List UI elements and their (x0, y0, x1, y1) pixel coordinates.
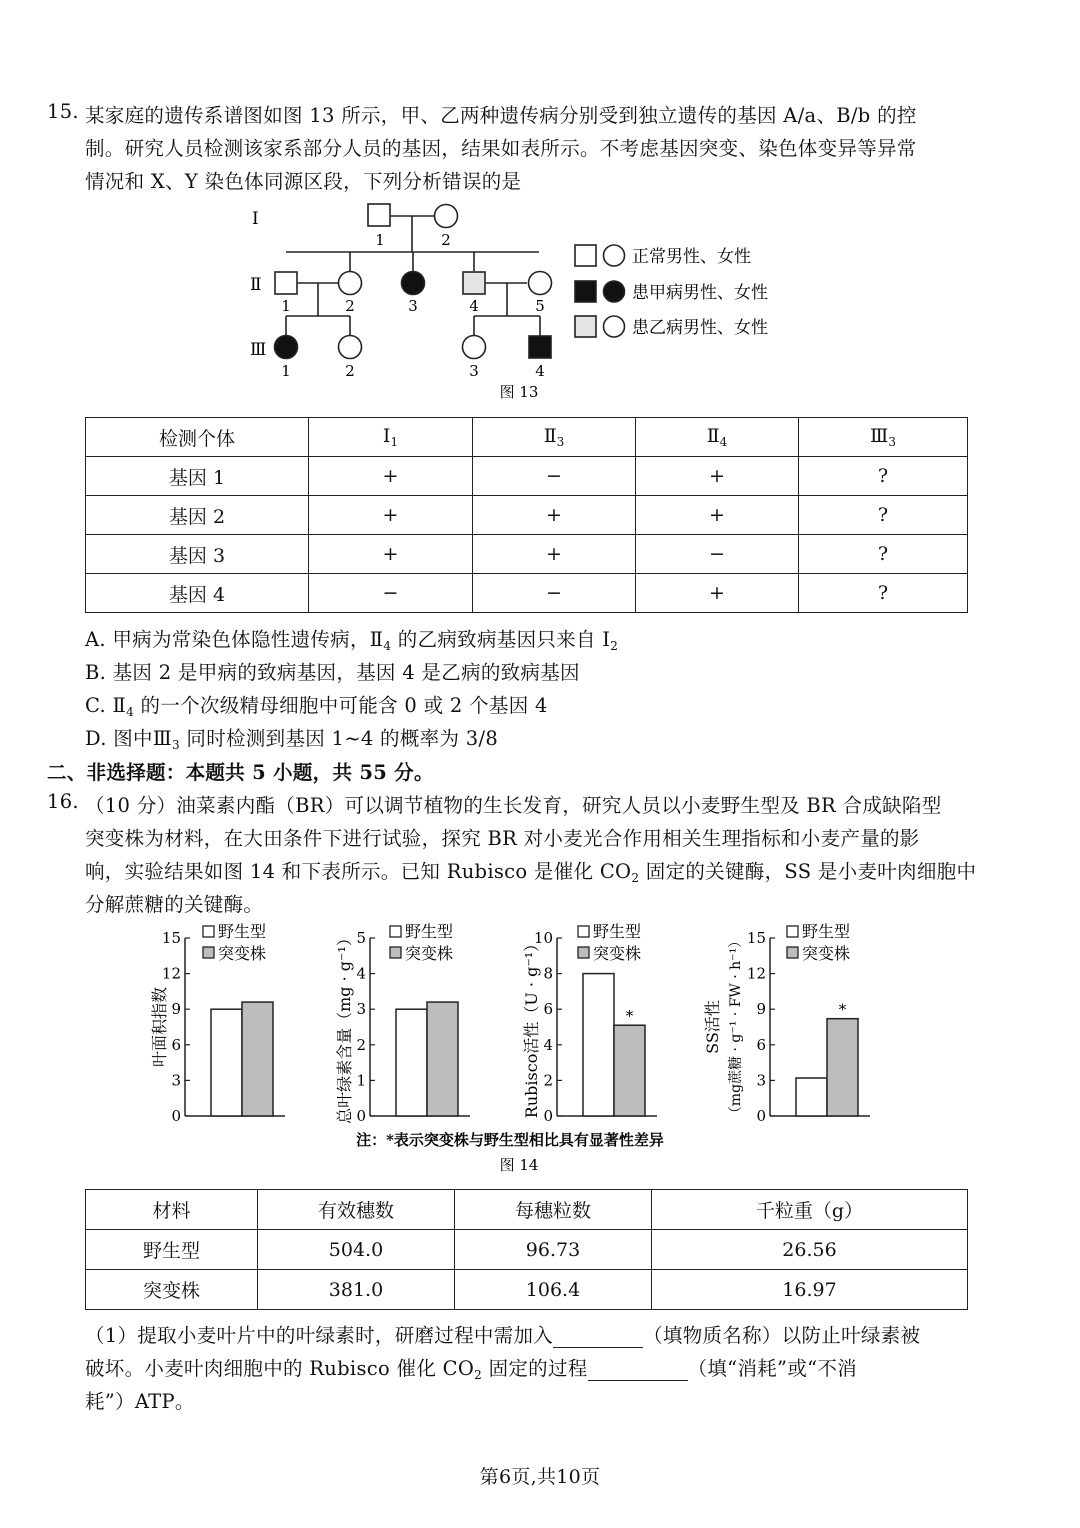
pedigree-III4-disease-a-male (529, 336, 551, 358)
pedigree-III2-normal-female (339, 336, 362, 359)
y-tick-label: 15 (161, 929, 181, 947)
figure-14-caption: 图 14 (499, 1156, 539, 1174)
legend-wild-type-icon (203, 926, 214, 937)
answer-blank-2[interactable] (588, 1358, 688, 1381)
y-axis-label: SS活性 (703, 1000, 722, 1054)
pedigree-id: 2 (345, 362, 355, 380)
chart-note: 注：*表示突变株与野生型相比具有显著性差异 (356, 1131, 664, 1149)
y-tick-label: 5 (356, 929, 366, 947)
bar-wild-type (396, 1009, 427, 1116)
section-2-heading: 二、非选择题：本题共 5 小题，共 55 分。 (47, 761, 434, 784)
pedigree-id: 4 (535, 362, 545, 380)
bar-mutant (427, 1002, 458, 1116)
q16-stem-line4: 分解蔗糖的关键酶。 (85, 893, 264, 916)
table-header-cell: $I_1$ (309, 418, 473, 457)
legend-disease-b-male-icon (575, 316, 596, 337)
y-axis-label: 叶面积指数 (150, 986, 169, 1068)
y-axis-label: Rubisco活性（U · g⁻¹） (522, 935, 541, 1119)
table-cell: 106.4 (455, 1270, 652, 1310)
table-cell: 野生型 (86, 1230, 258, 1270)
table-cell: 26.56 (652, 1230, 968, 1270)
y-tick-label: 2 (543, 1071, 553, 1090)
page-footer: 第6页,共10页 (479, 1466, 601, 1488)
y-tick-label: 12 (746, 964, 766, 983)
table-cell: + (309, 496, 473, 535)
pedigree-II3-disease-a-female (402, 272, 425, 295)
q15-stem-line3: 情况和 X、Y 染色体同源区段，下列分析错误的是 (85, 170, 522, 193)
table-cell: 基因 2 (86, 496, 309, 535)
gene-detection-table (85, 417, 968, 613)
legend-disease-a-male-icon (575, 281, 596, 302)
q15-option-c[interactable]: C. $Ⅱ_4$ 的一个次级精母细胞中可能含 0 或 2 个基因 4 (85, 694, 548, 719)
pedigree-II5-normal-female (529, 272, 552, 295)
pedigree-I1-normal-male (368, 204, 390, 226)
pedigree-figure (0, 195, 1080, 410)
table-row (86, 496, 968, 535)
table-cell: + (473, 535, 636, 574)
table-header-cell: 材料 (86, 1190, 258, 1230)
y-tick-label: 9 (171, 1000, 181, 1019)
legend-wild-type-label: 野生型 (218, 922, 267, 941)
bar-mutant (242, 1002, 273, 1116)
legend-disease-a-female-icon (604, 281, 625, 302)
pedigree-id: 3 (408, 297, 418, 315)
legend-mutant-icon (203, 947, 214, 958)
q16-sub1-line1: （1）提取小麦叶片中的叶绿素时，研磨过程中需加入 （填物质名称）以防止叶绿素被 (85, 1324, 921, 1347)
q16-sub1-line2: 破坏。小麦叶肉细胞中的 Rubisco 催化 $CO_2$ 固定的过程 （填“消耗”或“不消 (85, 1357, 857, 1382)
pedigree-I2-normal-female (435, 205, 458, 228)
y-tick-label: 2 (356, 1035, 366, 1054)
pedigree-id: 1 (281, 297, 291, 315)
table-cell: 突变株 (86, 1270, 258, 1310)
gen-label-III: Ⅲ (250, 340, 267, 360)
table-cell: + (309, 535, 473, 574)
pedigree-id: 3 (469, 362, 479, 380)
bar-wild-type (211, 1009, 242, 1116)
figure-14-charts (0, 920, 1080, 1180)
y-tick-label: 3 (171, 1071, 181, 1090)
table-header-cell: 千粒重（g） (652, 1190, 968, 1230)
bar-wild-type (796, 1078, 827, 1116)
y-tick-label: 9 (756, 1000, 766, 1019)
y-tick-label: 6 (543, 1000, 553, 1019)
q16-number: 16. (47, 790, 79, 813)
y-tick-label: 8 (543, 964, 553, 983)
q15-option-b[interactable]: B. 基因 2 是甲病的致病基因，基因 4 是乙病的致病基因 (85, 661, 580, 684)
pedigree-id: 2 (441, 231, 451, 249)
table-header-cell: 检测个体 (86, 418, 309, 457)
legend-mutant-label: 突变株 (593, 944, 642, 963)
legend-wild-type-label: 野生型 (593, 922, 642, 941)
table-cell: 基因 3 (86, 535, 309, 574)
table-cell: 96.73 (455, 1230, 652, 1270)
y-tick-label: 4 (543, 1035, 553, 1054)
y-axis-label-units: （mg蔗糖 · g⁻¹ · FW · h⁻¹） (728, 933, 744, 1121)
pedigree-id: 1 (281, 362, 291, 380)
table-header-cell: $Ⅱ_4$ (636, 418, 799, 457)
legend-mutant-icon (390, 947, 401, 958)
table-header-cell: 每穗粒数 (455, 1190, 652, 1230)
significance-mark: * (625, 1007, 634, 1026)
table-row (86, 1270, 968, 1310)
legend-mutant-label: 突变株 (218, 944, 267, 963)
pedigree-II1-normal-male (275, 272, 297, 294)
pedigree-id: 4 (469, 297, 479, 315)
legend-disease-a-label: 患甲病男性、女性 (632, 283, 768, 303)
legend-wild-type-label: 野生型 (802, 922, 851, 941)
legend-mutant-label: 突变株 (802, 944, 851, 963)
y-tick-label: 6 (171, 1035, 181, 1054)
yield-table (85, 1189, 968, 1310)
y-tick-label: 4 (356, 964, 366, 983)
legend-normal-female-icon (604, 245, 625, 266)
y-tick-label: 6 (756, 1035, 766, 1054)
y-tick-label: 3 (756, 1071, 766, 1090)
pedigree-id: 5 (535, 297, 545, 315)
significance-mark: * (838, 1000, 847, 1019)
table-header-row (86, 418, 968, 457)
bar-mutant (614, 1025, 645, 1116)
table-cell: − (309, 574, 473, 613)
y-axis-label: 总叶绿素含量（mg · g⁻¹） (335, 930, 354, 1124)
gen-label-II: Ⅱ (250, 275, 262, 295)
y-tick-label: 15 (746, 929, 766, 947)
pedigree-id: 1 (375, 231, 385, 249)
pedigree-II4-disease-b-male (463, 272, 485, 294)
table-header-cell: 有效穗数 (258, 1190, 455, 1230)
legend-normal-label: 正常男性、女性 (632, 247, 751, 267)
legend-mutant-icon (578, 947, 589, 958)
q15-option-a[interactable]: A. 甲病为常染色体隐性遗传病，$Ⅱ_4$ 的乙病致病基因只来自 $I_2$ (85, 628, 619, 653)
table-cell: ? (799, 457, 968, 496)
y-tick-label: 0 (543, 1107, 553, 1125)
table-cell: ? (799, 574, 968, 613)
legend-disease-b-label: 患乙病男性、女性 (632, 318, 768, 338)
table-cell: 381.0 (258, 1270, 455, 1310)
table-row (86, 535, 968, 574)
q15-stem-line1: 某家庭的遗传系谱图如图 13 所示，甲、乙两种遗传病分别受到独立遗传的基因 A/a、B/b 的控 (85, 104, 917, 127)
table-header-cell: $Ⅱ_3$ (473, 418, 636, 457)
table-cell: − (636, 535, 799, 574)
q15-number: 15. (47, 100, 79, 123)
q16-stem-line2: 突变株为材料，在大田条件下进行试验，探究 BR 对小麦光合作用相关生理指标和小麦产量的影 (85, 827, 920, 850)
y-tick-label: 0 (171, 1107, 181, 1125)
legend-wild-type-label: 野生型 (405, 922, 454, 941)
table-cell: − (473, 574, 636, 613)
answer-blank-1[interactable] (553, 1325, 643, 1348)
q16-stem-line3: 响，实验结果如图 14 和下表所示。已知 Rubisco 是催化 $CO_2$ 固定的关键酶，SS 是小麦叶肉细胞中 (85, 860, 977, 885)
table-cell: + (473, 496, 636, 535)
table-cell: + (636, 574, 799, 613)
y-tick-label: 3 (356, 1000, 366, 1019)
pedigree-III1-disease-a-female (275, 336, 298, 359)
table-row (86, 1230, 968, 1270)
legend-wild-type-icon (787, 926, 798, 937)
table-cell: ? (799, 496, 968, 535)
table-cell: + (309, 457, 473, 496)
table-cell: ? (799, 535, 968, 574)
table-cell: 基因 4 (86, 574, 309, 613)
q16-stem-line1: （10 分）油菜素内酯（BR）可以调节植物的生长发育，研究人员以小麦野生型及 BR 合成缺陷型 (85, 794, 942, 817)
pedigree-id: 2 (345, 297, 355, 315)
y-tick-label: 0 (356, 1107, 366, 1125)
table-cell: 504.0 (258, 1230, 455, 1270)
q15-option-d[interactable]: D. 图中$Ⅲ_3$ 同时检测到基因 1~4 的概率为 3/8 (85, 727, 499, 752)
y-tick-label: 10 (533, 929, 553, 947)
legend-mutant-label: 突变株 (405, 944, 454, 963)
table-cell: + (636, 457, 799, 496)
y-tick-label: 0 (756, 1107, 766, 1125)
table-row (86, 457, 968, 496)
table-cell: + (636, 496, 799, 535)
legend-normal-male-icon (575, 245, 596, 266)
legend-wild-type-icon (390, 926, 401, 937)
pedigree-II2-normal-female (339, 272, 362, 295)
q15-stem-line2: 制。研究人员检测该家系部分人员的基因，结果如表所示。不考虑基因突变、染色体变异等异常 (85, 137, 917, 160)
table-row (86, 574, 968, 613)
bar-mutant (827, 1019, 858, 1116)
y-tick-label: 12 (161, 964, 181, 983)
table-cell: 基因 1 (86, 457, 309, 496)
gen-label-I: I (252, 209, 259, 229)
figure-13-caption: 图 13 (499, 383, 539, 401)
legend-disease-b-female-icon (604, 316, 625, 337)
pedigree-III3-normal-female (463, 336, 486, 359)
bar-wild-type (583, 974, 614, 1116)
legend-wild-type-icon (578, 926, 589, 937)
table-cell: − (473, 457, 636, 496)
table-cell: 16.97 (652, 1270, 968, 1310)
table-header-cell: $Ⅲ_3$ (799, 418, 968, 457)
legend-mutant-icon (787, 947, 798, 958)
q16-sub1-line3: 耗”）ATP。 (85, 1390, 195, 1413)
table-header-row (86, 1190, 968, 1230)
y-tick-label: 1 (356, 1071, 366, 1090)
